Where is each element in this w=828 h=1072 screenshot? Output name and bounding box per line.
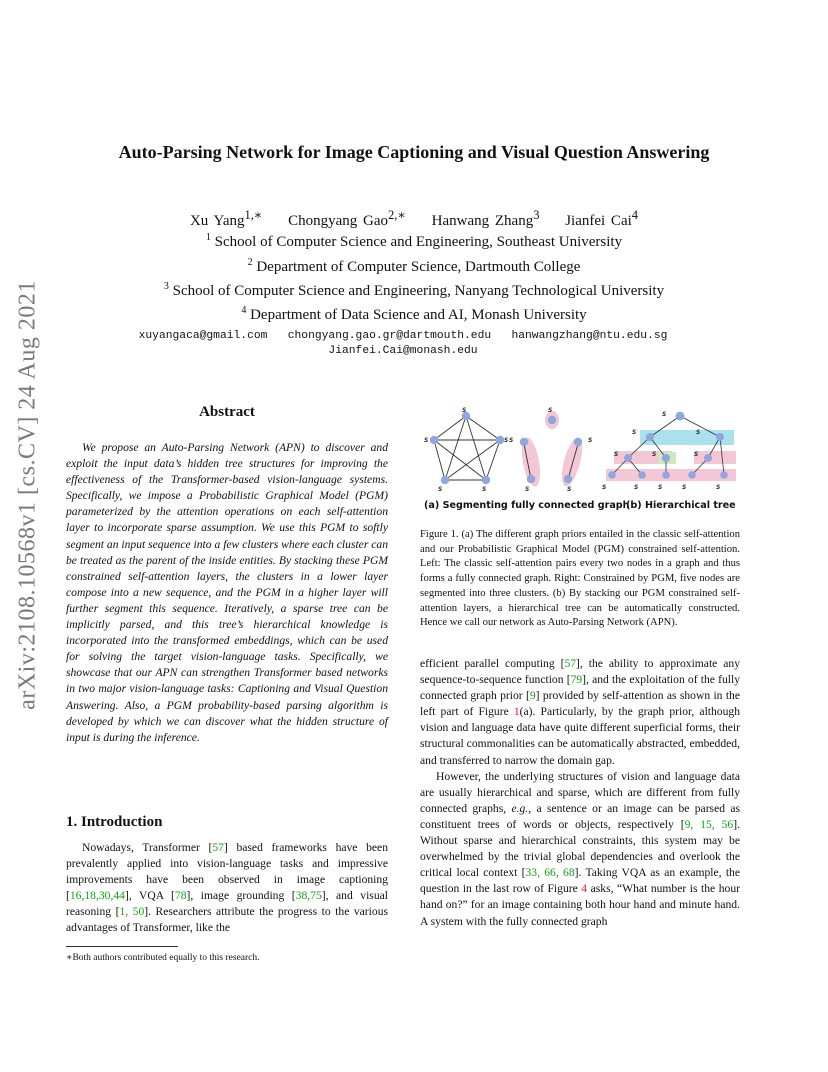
tree-node	[688, 471, 696, 479]
tree-node	[638, 471, 646, 479]
svg-text:S: S	[548, 407, 553, 414]
svg-text:S: S	[632, 429, 637, 436]
svg-text:S: S	[694, 451, 699, 458]
tree-node	[676, 412, 685, 421]
svg-text:S: S	[567, 486, 572, 493]
right-column-text	[420, 656, 740, 930]
svg-text:S: S	[504, 437, 509, 444]
author: Hanwang Zhang$^3$	[431, 208, 540, 229]
graph-node	[482, 476, 490, 484]
author: Chongyang Gao$^{2,∗}$	[288, 208, 406, 229]
tree-node	[662, 454, 670, 462]
figure-caption: Figure 1. (a) The different graph priors entailed in the classic self-attention and our Probabilistic Graphical Model (PGM) constrained self-attention. Left: The classic self-attention pairs every two nodes in a graph and thus forms a fully connected graph. Right: Constrained by PGM, five nodes are segmented into three clusters. (b) By stacking our PGM constrained self-attention layers, a hierarchical tree can be automatically constructed. Hence we call our network as Auto-Parsing Network (APN).	[420, 529, 740, 629]
svg-text:S: S	[696, 429, 701, 436]
fully-connected-graph	[434, 416, 500, 480]
figure-label-a: (a) Segmenting fully connected graph	[424, 500, 630, 511]
email-line: Jianfei.Cai@monash.edu	[328, 345, 478, 357]
svg-text:S: S	[602, 484, 607, 491]
graph-node	[574, 438, 582, 446]
author: Jianfei Cai$^4$	[565, 208, 639, 229]
graph-node	[441, 476, 449, 484]
svg-text:S: S	[509, 437, 514, 444]
svg-text:S: S	[424, 437, 429, 444]
graph-node	[527, 475, 535, 483]
affiliation: $^4$ Department of Data Science and AI, Monash University	[241, 305, 587, 323]
tree-node	[704, 454, 712, 462]
paragraph: However, the underlying structures of vision and language data are usually hierarchical and sparse, which are different from fully connected graphs, e.g., a sentence or an image can be parsed as constituent trees of words or objects, respectively [9, 15, 56]. Without sparse and hierarchical constraints, this system may be overwhelmed by the trivial global dependencies and overlook the critical local context [33, 66, 68]. Taking VQA as an example, the question in the last row of Figure 4 asks, “What number is the hour hand on?” for an image containing both hour hand and minute hand. A system with the fully connected graph	[420, 769, 741, 928]
affiliation: $^3$ School of Computer Science and Engineering, Nanyang Technological University	[163, 281, 665, 299]
svg-text:S: S	[482, 486, 487, 493]
svg-text:S: S	[682, 484, 687, 491]
footnote: ∗Both authors contributed equally to this research.	[66, 953, 260, 963]
graph-node	[496, 436, 504, 444]
paper-title: Auto-Parsing Network for Image Captioning and Visual Question Answering	[118, 142, 710, 162]
svg-text:S: S	[662, 411, 667, 418]
svg-text:S: S	[525, 486, 530, 493]
author-list	[0, 207, 828, 230]
author: Xu Yang$^{1,∗}$	[189, 208, 263, 229]
graph-node	[520, 438, 528, 446]
intro-paragraph: Nowadays, Transformer [57] based frameworks have been prevalently applied into vision-language tasks and impressive improvements have been observed in image captioning [16,18,30,44], VQA [78], image grounding [38,75], and visual reasoning [1, 50]. Researchers attribute the progress to the various advantages of Transformer, like the	[66, 841, 388, 935]
tree-node	[624, 454, 632, 462]
graph-node	[430, 436, 438, 444]
svg-text:S: S	[716, 484, 721, 491]
abstract-text: We propose an Auto-Parsing Network (APN) to discover and exploit the input data’s hidden tree structures for improving the effectiveness of the Transformer-based vision-language systems. Specifically, we impose a Probabilistic Graphical Model (PGM) parameterized by the attention operations on each self-attention layer to incorporate sparse assumption. We use this PGM to softly segment an input sequence into a few clusters where each cluster can be treated as the parent of the inside entities. By stacking these PGM constrained self-attention layers, the clusters in a lower layer compose into a new sequence, and the PGM in a higher layer will further segment this sequence. Iteratively, a sparse tree can be implicitly parsed, and this tree’s hierarchical knowledge is incorporated into the transformed embeddings, which can be used for solving the target vision-language tasks. Specifically, we showcase that our APN can strengthen Transformer based networks in two major vision-language tasks: Captioning and Visual Question Answering. Also, a PGM probability-based parsing algorithm is developed by which we can discover what the hidden structure of input is during the inference.	[66, 441, 388, 744]
paragraph: efficient parallel computing [57], the ability to approximate any sequence-to-sequence function [79], and the exploitation of the fully connected graph prior [9] provided by self-attention as shown in the left part of Figure 1(a). Particularly, by the graph prior, although vision and language data have quite different superficial forms, their structural commonalities can be automatically abstracted, embedded, and transferred to narrow the domain gap.	[420, 657, 741, 767]
svg-text:S: S	[438, 486, 443, 493]
tree-node	[662, 471, 670, 479]
tree-node	[720, 471, 728, 479]
abstract-heading: Abstract	[199, 404, 255, 420]
svg-text:S: S	[652, 451, 657, 458]
svg-text:S: S	[658, 484, 663, 491]
svg-text:S: S	[614, 451, 619, 458]
affiliation: $^1$ School of Computer Science and Engineering, Southeast University	[205, 232, 623, 250]
figure-label-b: (b) Hierarchical tree	[626, 500, 736, 511]
graph-node	[564, 475, 572, 483]
intro-heading: 1. Introduction	[66, 814, 163, 830]
arxiv-stamp: arXiv:2108.10568v1 [cs.CV] 24 Aug 2021	[14, 280, 41, 710]
email-line: xuyangaca@gmail.com chongyang.gao.gr@dartmouth.edu hanwangzhang@ntu.edu.sg	[138, 330, 668, 342]
svg-text:S: S	[588, 437, 593, 444]
graph-node	[548, 416, 556, 424]
svg-text:S: S	[462, 407, 467, 414]
tree-node	[716, 433, 724, 441]
footnote-rule	[66, 946, 178, 947]
svg-text:S: S	[634, 484, 639, 491]
tree-node	[646, 433, 654, 441]
affiliation: $^2$ Department of Computer Science, Dartmouth College	[247, 257, 581, 275]
tree-node	[608, 471, 616, 479]
